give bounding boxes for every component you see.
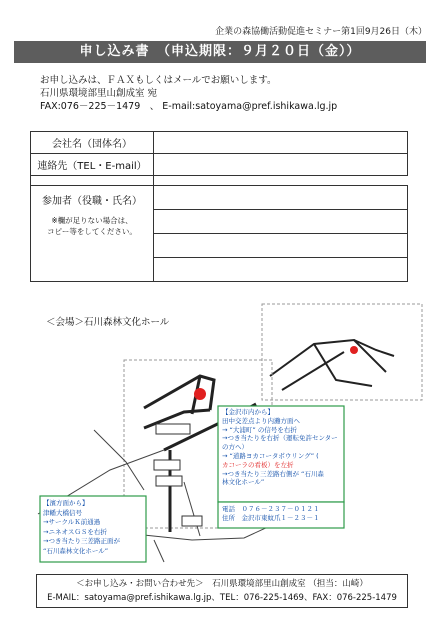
participant-field[interactable]: [154, 234, 408, 258]
contact-label: 連絡先（TEL・E-mail）: [31, 154, 154, 176]
footer-contact-details: E-MAIL：satoyama@pref.ishikawa.lg.jp、TEL：076-225-1469、FAX：076-225-1479: [47, 593, 397, 603]
participant-field[interactable]: [154, 186, 408, 210]
city-direction-line: 林文化ホール”: [222, 478, 265, 487]
highway-direction-line: “石川森林文化ホール”: [43, 546, 109, 555]
landmark-box: [156, 476, 182, 486]
participants-note-line1: ※欄が足りない場合は、: [51, 216, 133, 225]
city-direction-line: →つき当たりを右折（運転免許センターの方へ）: [222, 434, 338, 452]
venue-label: ＜会場＞石川森林文化ホール: [46, 317, 170, 328]
participant-field[interactable]: [154, 210, 408, 234]
company-name-label: 会社名（団体名）: [31, 132, 154, 154]
city-direction-line: → “道路ヨカコータボウリング” (: [222, 451, 319, 460]
page-title-banner: 申し込み書 （申込期限：９月２０日（金））: [14, 41, 426, 63]
participants-label: 参加者（役職・氏名）: [42, 196, 142, 207]
venue-address: [222, 505, 344, 523]
highway-direction-line: →つき当たり三差路正面が: [43, 537, 120, 545]
inset-venue-marker: [350, 346, 358, 354]
highway-direction-line: →サークルＫ前通過: [43, 518, 101, 526]
landmark-box: [154, 460, 180, 470]
highway-directions: [43, 499, 145, 556]
application-form-table: [30, 131, 408, 282]
intro-line-request: お申し込みは、ＦＡＸもしくはメールでお願いします。: [40, 75, 277, 86]
footer-contact-heading: ＜お申し込み・お問い合わせ先＞ 石川県環境部里山創成室 （担当：山崎）: [76, 579, 368, 589]
contact-footer: [36, 574, 408, 608]
city-direction-line: →つき当たり三差路右側が “石川森: [222, 469, 324, 478]
intro-line-contact: FAX:076－225－1479 、 E-mail:satoyama@pref.ishikawa.lg.jp: [40, 101, 338, 112]
contact-field[interactable]: [154, 154, 408, 176]
landmark-box: [182, 516, 202, 526]
inset-roads: [270, 340, 394, 390]
highway-direction-line: →ニネオスＧＳを右折: [43, 527, 107, 536]
participants-note-line2: コピー等をしてください。: [47, 227, 137, 236]
intro-line-recipient: 石川県環境部里山創成室 宛: [40, 88, 158, 99]
venue-marker: [194, 388, 206, 400]
city-directions: [222, 408, 344, 487]
city-direction-line: カコーラの看板）を左折: [222, 460, 294, 469]
city-direction-title: 【金沢市内から】: [222, 408, 274, 416]
participant-field[interactable]: [154, 258, 408, 282]
highway-direction-line: 津幡大橋信号: [43, 508, 82, 517]
venue-address-line: 住所 金沢市東蚊爪１－２３－１: [222, 514, 320, 522]
seminar-note: 企業の森協働活動促進セミナー第1回9月26日（木）: [215, 27, 427, 37]
venue-tel: 電話 ０７６－２３７－０１２１: [222, 505, 320, 513]
highway-direction-title: 【濱方面から】: [43, 499, 89, 507]
intro-text: [40, 74, 337, 113]
inset-map-frame: [262, 304, 422, 400]
company-name-field[interactable]: [154, 132, 408, 154]
city-direction-line: 田中交差点より内灘方面へ: [222, 416, 300, 425]
city-direction-line: → “大浦町” の信号を右折: [222, 425, 297, 434]
landmark-box: [156, 424, 190, 434]
participants-label-cell: [31, 186, 154, 282]
